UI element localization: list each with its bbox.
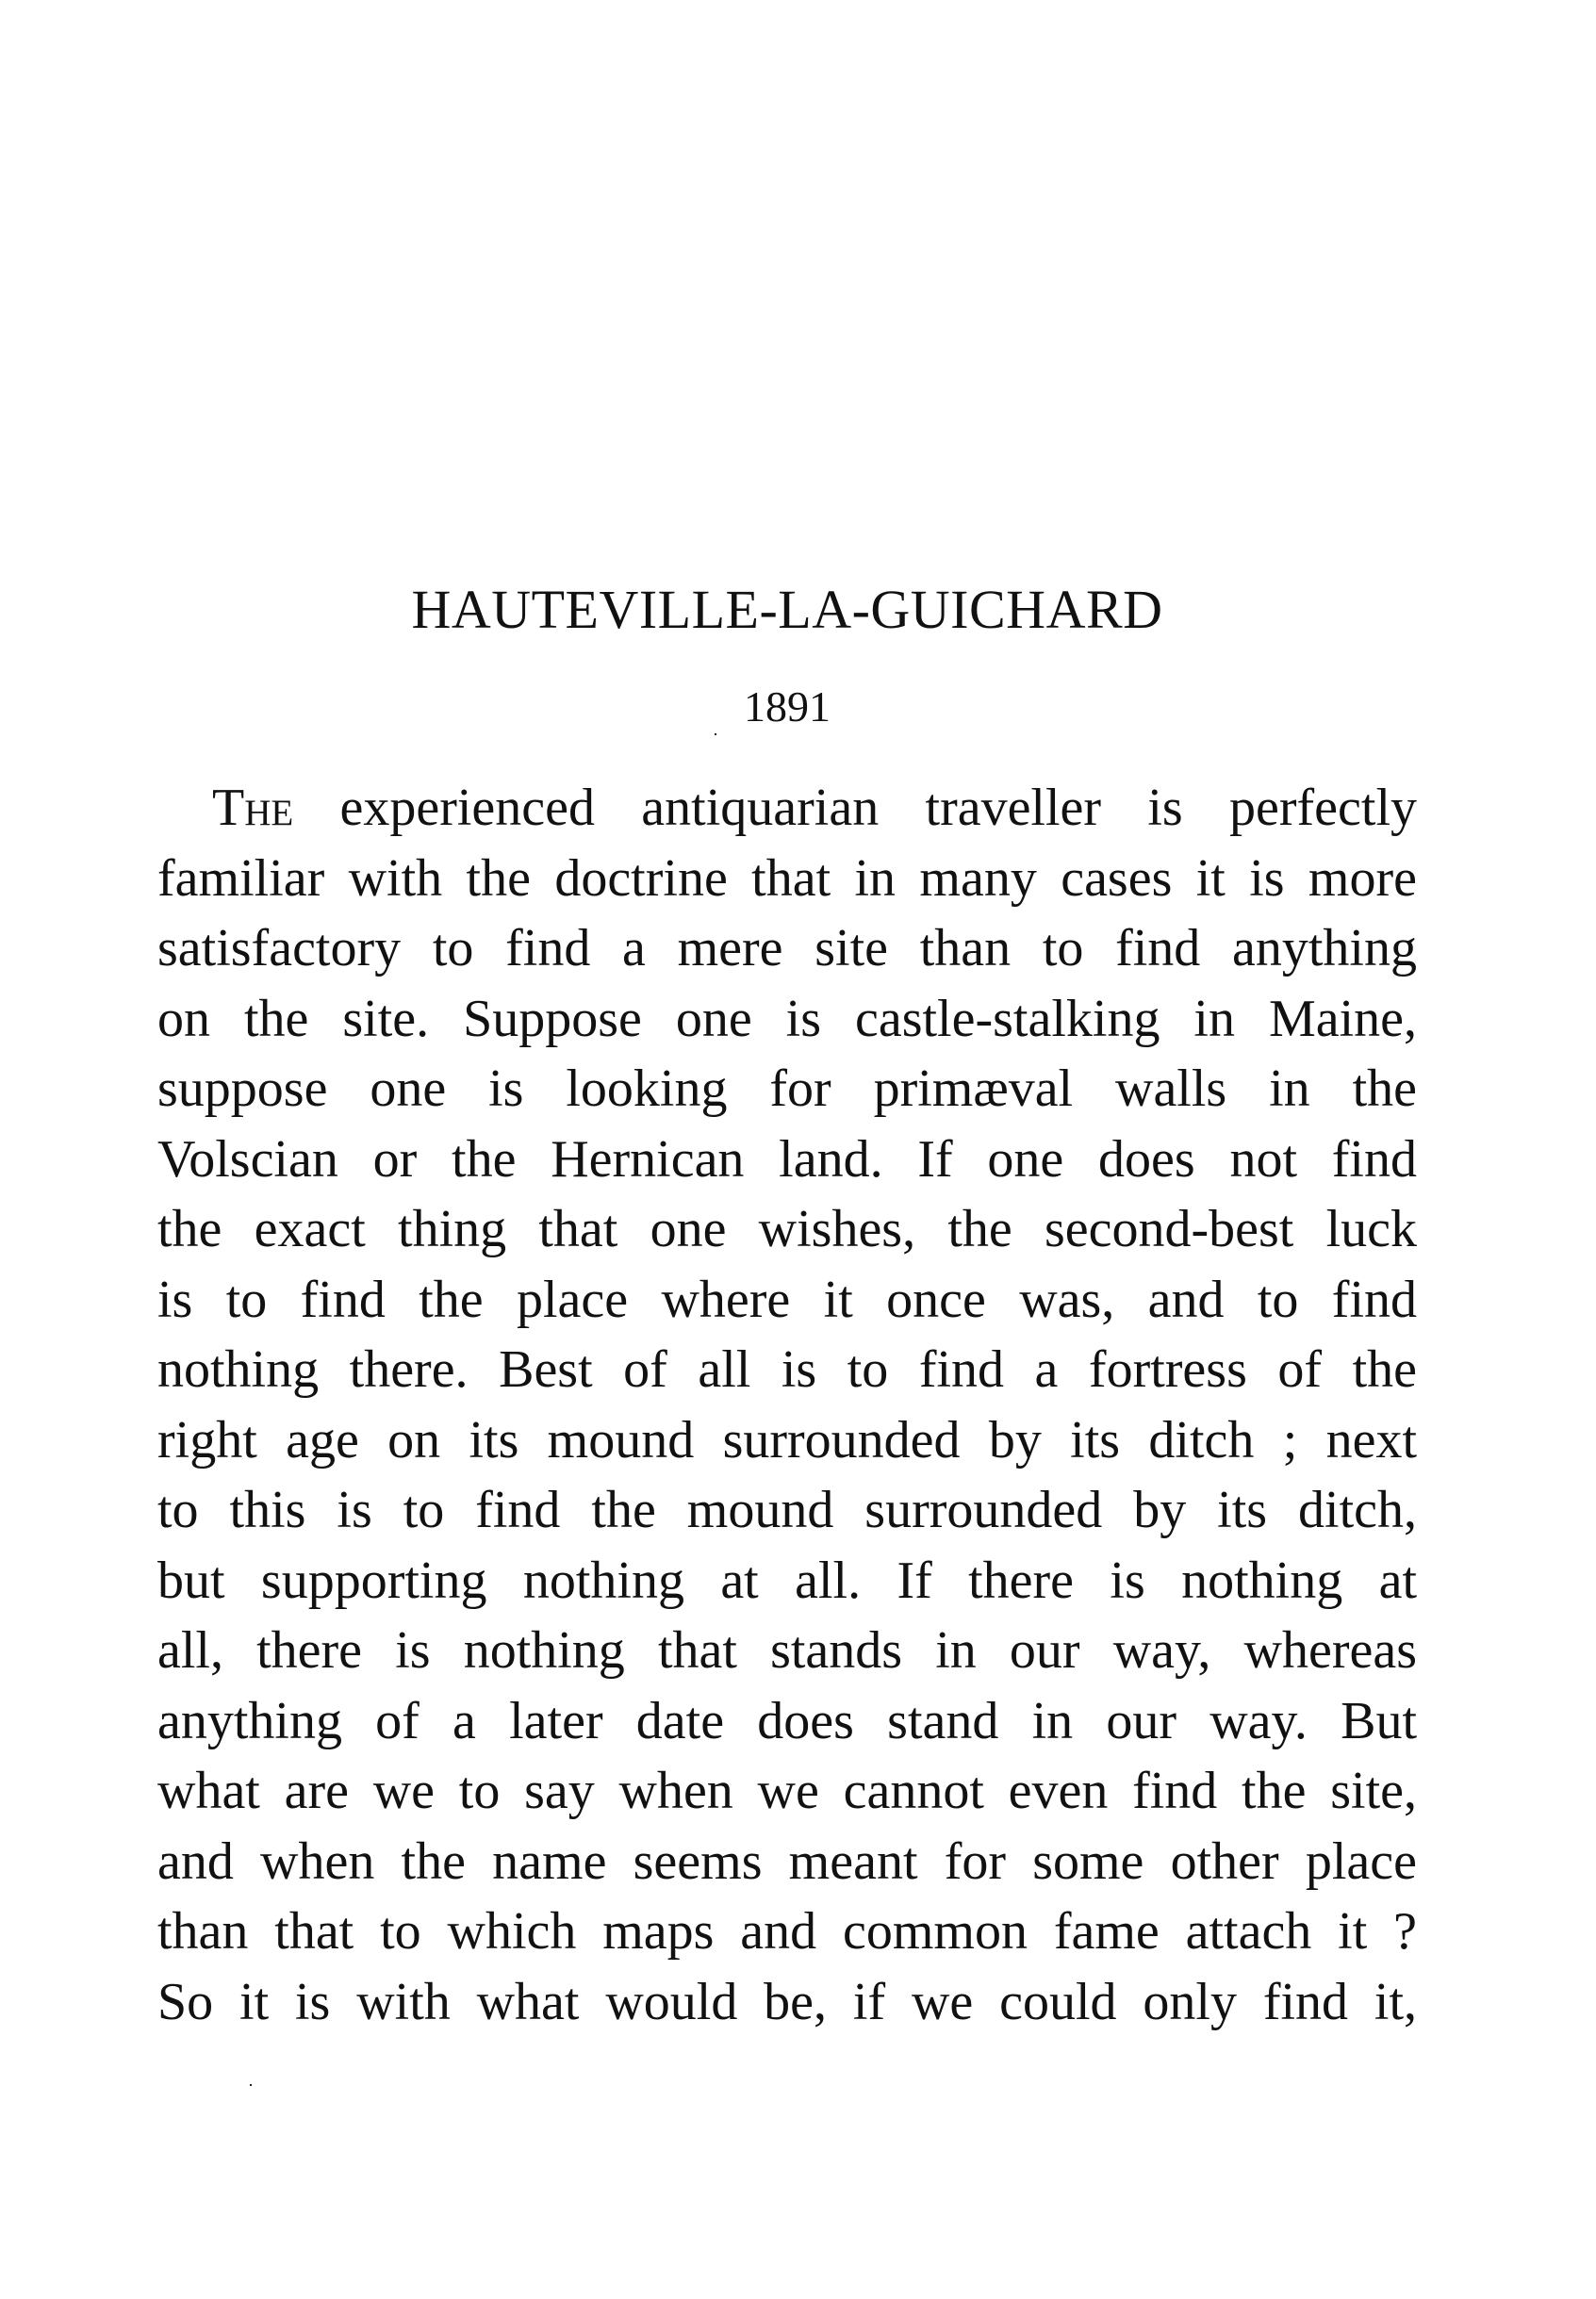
text-line: satisfactory to find a mere site than to find anything <box>157 919 1417 977</box>
chapter-year: 1891 <box>744 682 831 731</box>
text-line: all, there is nothing that stands in our way, whereas <box>157 1621 1417 1680</box>
text-line: what are we to say when we cannot even find the site, <box>157 1762 1417 1820</box>
scan-speck <box>715 733 716 735</box>
text-line: So it is with what would be, if we could only find it, <box>157 1972 1417 2031</box>
chapter-title: HAUTEVILLE-LA-GUICHARD <box>411 579 1163 640</box>
text-line: than that to which maps and common fame attach it ? <box>157 1902 1417 1961</box>
scan-speck <box>250 2084 252 2086</box>
text-line: anything of a later date does stand in our way. But <box>157 1691 1417 1750</box>
text-line: is to find the place where it once was, and to find <box>157 1270 1417 1329</box>
text-line: the exact thing that one wishes, the second-best luck <box>157 1200 1417 1258</box>
text-line: and when the name seems meant for some other place <box>157 1831 1417 1891</box>
text-line: suppose one is looking for primæval walls in the <box>157 1059 1417 1118</box>
text-line <box>157 773 1417 844</box>
text-line: right age on its mound surrounded by its ditch ; next <box>157 1410 1417 1470</box>
text-line: to this is to find the mound surrounded by its ditch, <box>157 1481 1417 1539</box>
first-line-text: experienced antiquarian traveller is perfectly <box>339 779 1417 837</box>
text-line: familiar with the doctrine that in many cases it is more <box>157 848 1417 908</box>
body-paragraph <box>157 773 1417 2037</box>
text-line: nothing there. Best of all is to find a fortress of the <box>157 1340 1417 1399</box>
text-line: on the site. Suppose one is castle-stalking in Maine, <box>157 989 1417 1048</box>
text-line: Volscian or the Hernican land. If one does not find <box>157 1129 1417 1189</box>
lead-word: The <box>212 779 294 837</box>
text-line: but supporting nothing at all. If there is nothing at <box>157 1551 1417 1610</box>
